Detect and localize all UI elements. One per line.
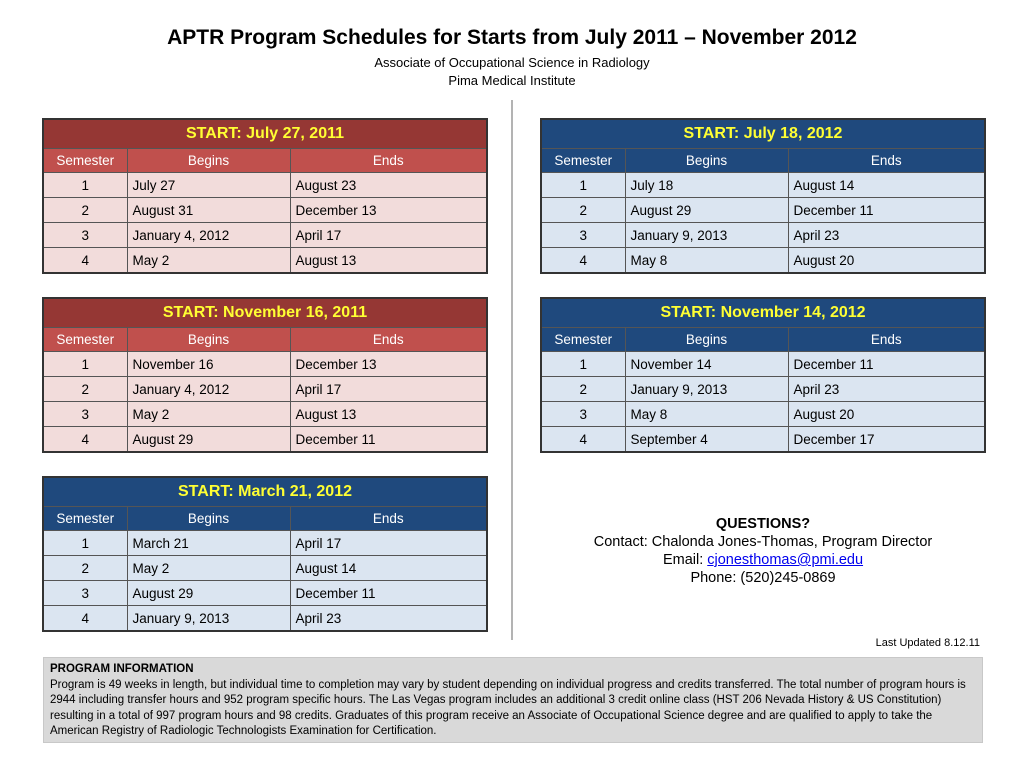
cell-begins: January 9, 2013 [625, 223, 788, 248]
cell-ends: December 13 [290, 198, 487, 223]
cell-semester: 2 [541, 198, 625, 223]
table-row [541, 223, 985, 248]
column-header-semester: Semester [541, 328, 625, 352]
schedule-title-row [541, 298, 985, 328]
cell-semester: 3 [43, 223, 127, 248]
table-row [43, 606, 487, 632]
cell-semester: 3 [43, 402, 127, 427]
cell-semester: 1 [43, 352, 127, 377]
schedule-title: START: March 21, 2012 [43, 477, 487, 507]
cell-ends: April 23 [788, 377, 985, 402]
table-row [43, 581, 487, 606]
column-header-row [43, 149, 487, 173]
cell-ends: December 11 [788, 198, 985, 223]
column-divider [511, 100, 513, 640]
table-row [43, 352, 487, 377]
column-header-semester: Semester [43, 328, 127, 352]
column-header-ends: Ends [290, 149, 487, 173]
page-subtitle: Associate of Occupational Science in Radiology [374, 55, 650, 70]
last-updated: Last Updated 8.12.11 [875, 637, 980, 649]
cell-begins: May 8 [625, 248, 788, 274]
schedule-table-jul-2012 [540, 118, 986, 274]
column-header-ends: Ends [290, 328, 487, 352]
email-label: Email: [662, 552, 708, 568]
table-row [43, 531, 487, 556]
cell-ends: December 13 [290, 352, 487, 377]
table-row [541, 352, 985, 377]
cell-begins: August 29 [127, 581, 290, 606]
cell-ends: April 17 [290, 377, 487, 402]
column-header-semester: Semester [43, 149, 127, 173]
cell-ends: April 23 [290, 606, 487, 632]
cell-semester: 4 [43, 248, 127, 274]
schedule-title: START: November 14, 2012 [541, 298, 985, 328]
cell-ends: December 11 [290, 427, 487, 453]
column-header-begins: Begins [625, 149, 788, 173]
schedule-table-jul-2011 [42, 118, 488, 274]
cell-semester: 4 [541, 427, 625, 453]
table-row [541, 173, 985, 198]
table-row [541, 427, 985, 453]
program-info-body: Program is 49 weeks in length, but individual time to completion may vary by student depending on individual progress and credits transferred. The total number of program hours is 2944 including transfer hours and 952 program specific hours. The Las Vegas program includes an additional 3 credit online class (HST 206 Nevada History & US Constitution) resulting in a total of 997 program hours and 98 credits. Graduates of this program receive an Associate of Occupational Science degree and are qualified to apply to take the American Registry of Radiologic Technologists Examination for Certification. [50, 678, 966, 738]
cell-semester: 3 [541, 402, 625, 427]
column-header-row [541, 149, 985, 173]
schedule-title-row [541, 119, 985, 149]
schedule-title: START: July 27, 2011 [43, 119, 487, 149]
table-row [541, 377, 985, 402]
column-header-semester: Semester [43, 507, 127, 531]
column-header-ends: Ends [290, 507, 487, 531]
column-header-begins: Begins [127, 328, 290, 352]
cell-begins: January 4, 2012 [127, 377, 290, 402]
cell-begins: January 4, 2012 [127, 223, 290, 248]
cell-ends: August 14 [788, 173, 985, 198]
table-row [43, 198, 487, 223]
cell-ends: April 17 [290, 531, 487, 556]
column-header-semester: Semester [541, 149, 625, 173]
page-title: APTR Program Schedules for Starts from July 2011 – November 2012 [167, 26, 857, 49]
column-header-row [43, 507, 487, 531]
cell-semester: 3 [43, 581, 127, 606]
schedule-table-nov-2012 [540, 297, 986, 453]
email-link[interactable]: cjonesthomas@pmi.edu [707, 552, 864, 568]
cell-begins: January 9, 2013 [625, 377, 788, 402]
cell-ends: August 13 [290, 402, 487, 427]
cell-semester: 2 [43, 556, 127, 581]
schedule-table-mar-2012 [42, 476, 488, 632]
cell-semester: 1 [541, 173, 625, 198]
table-row [43, 173, 487, 198]
cell-semester: 4 [43, 427, 127, 453]
cell-semester: 1 [43, 173, 127, 198]
cell-semester: 1 [541, 352, 625, 377]
cell-semester: 2 [43, 198, 127, 223]
cell-ends: August 13 [290, 248, 487, 274]
cell-ends: December 17 [788, 427, 985, 453]
table-row [541, 248, 985, 274]
cell-begins: September 4 [625, 427, 788, 453]
cell-begins: August 29 [625, 198, 788, 223]
schedule-table-nov-2011 [42, 297, 488, 453]
table-row [541, 198, 985, 223]
table-row [43, 402, 487, 427]
table-row [43, 223, 487, 248]
schedule-title-row [43, 119, 487, 149]
schedule-title-row [43, 298, 487, 328]
institution-name: Pima Medical Institute [448, 73, 576, 88]
cell-begins: July 27 [127, 173, 290, 198]
cell-begins: November 16 [127, 352, 290, 377]
contact-block [540, 515, 986, 587]
cell-semester: 3 [541, 223, 625, 248]
cell-begins: July 18 [625, 173, 788, 198]
cell-ends: August 20 [788, 248, 985, 274]
phone-line: Phone: (520)245-0869 [690, 570, 836, 586]
cell-ends: August 23 [290, 173, 487, 198]
cell-begins: March 21 [127, 531, 290, 556]
cell-begins: August 31 [127, 198, 290, 223]
questions-heading: QUESTIONS? [715, 516, 811, 532]
schedule-title: START: November 16, 2011 [43, 298, 487, 328]
column-header-begins: Begins [127, 507, 290, 531]
program-info-heading: PROGRAM INFORMATION [50, 663, 194, 675]
cell-ends: August 20 [788, 402, 985, 427]
column-header-begins: Begins [127, 149, 290, 173]
cell-begins: May 2 [127, 402, 290, 427]
schedule-title: START: July 18, 2012 [541, 119, 985, 149]
cell-ends: April 23 [788, 223, 985, 248]
schedule-title-row [43, 477, 487, 507]
table-row [43, 248, 487, 274]
table-row [43, 427, 487, 453]
column-header-ends: Ends [788, 149, 985, 173]
cell-semester: 2 [541, 377, 625, 402]
cell-begins: May 2 [127, 248, 290, 274]
cell-semester: 1 [43, 531, 127, 556]
cell-semester: 4 [43, 606, 127, 632]
table-row [43, 556, 487, 581]
email-line [540, 551, 986, 569]
table-row [541, 402, 985, 427]
cell-begins: January 9, 2013 [127, 606, 290, 632]
table-row [43, 377, 487, 402]
column-header-ends: Ends [788, 328, 985, 352]
cell-begins: May 8 [625, 402, 788, 427]
cell-semester: 4 [541, 248, 625, 274]
cell-begins: May 2 [127, 556, 290, 581]
cell-ends: December 11 [788, 352, 985, 377]
program-info-box [43, 657, 983, 743]
column-header-row [541, 328, 985, 352]
cell-ends: August 14 [290, 556, 487, 581]
cell-ends: December 11 [290, 581, 487, 606]
column-header-begins: Begins [625, 328, 788, 352]
cell-begins: November 14 [625, 352, 788, 377]
cell-semester: 2 [43, 377, 127, 402]
contact-line: Contact: Chalonda Jones-Thomas, Program Director [593, 534, 933, 550]
column-header-row [43, 328, 487, 352]
cell-begins: August 29 [127, 427, 290, 453]
cell-ends: April 17 [290, 223, 487, 248]
